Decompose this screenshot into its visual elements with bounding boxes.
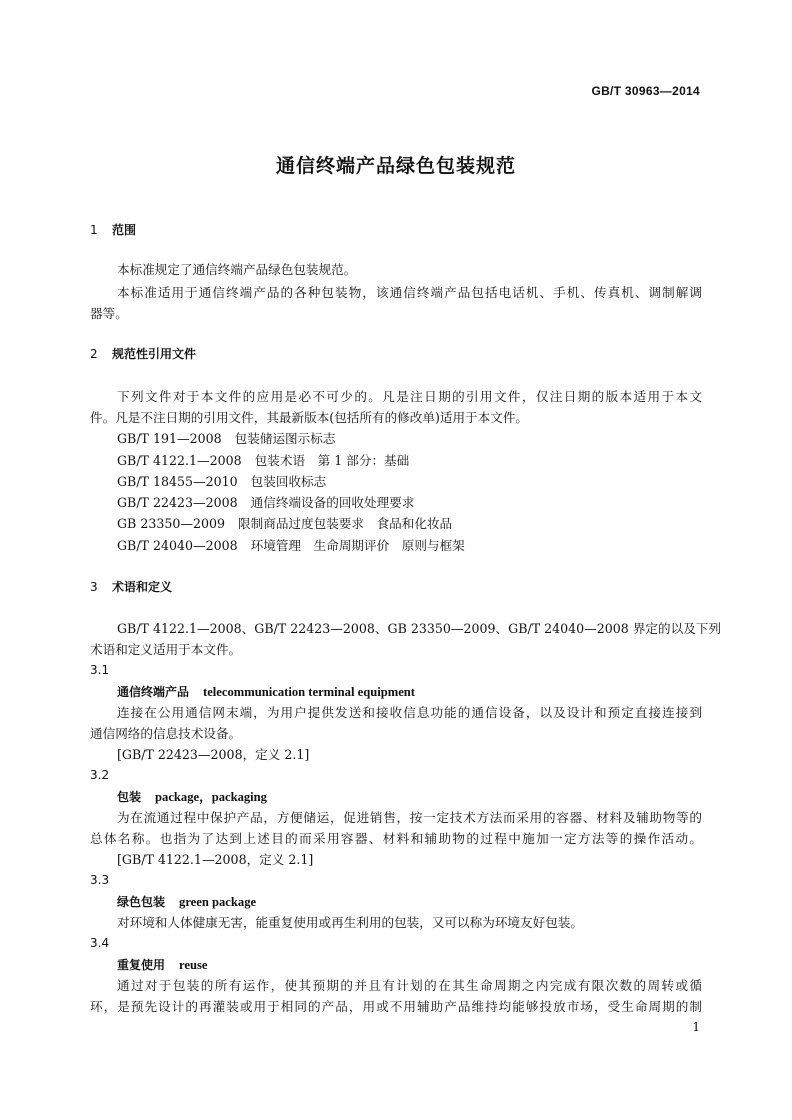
term-source: [GB/T 4122.1—2008，定义 2.1]: [117, 852, 314, 867]
term-definition: 连接在公用通信网末端，为用户提供发送和接收信息功能的通信设备，以及设计和预定直接连接到: [117, 705, 702, 720]
scope-paragraph-2-cont: 器等。: [90, 306, 128, 321]
section-1-heading: 1 范围: [90, 223, 137, 237]
references-intro-1: 下列文件对于本文件的应用是必不可少的。凡是注日期的引用文件，仅注日期的版本适用于本文: [117, 389, 702, 404]
references-intro-2: 件。凡是不注日期的引用文件，其最新版本(包括所有的修改单)适用于本文件。: [90, 410, 529, 425]
term-definition-cont: 环，是预先设计的再灌装或用于相同的产品，用或不用辅助产品维持均能够投放市场，受生命周期的制: [90, 999, 702, 1014]
section-3-heading: 3 术语和定义: [90, 580, 173, 594]
term-number: 3.3: [90, 873, 110, 887]
reference-item: GB/T 4122.1—2008 包装术语 第 1 部分：基础: [117, 453, 410, 468]
reference-item: GB/T 18455—2010 包装回收标志: [117, 474, 327, 489]
scope-paragraph-1: 本标准规定了通信终端产品绿色包装规范。: [117, 262, 357, 277]
reference-item: GB/T 24040—2008 环境管理 生命周期评价 原则与框架: [117, 538, 465, 553]
section-2-heading: 2 规范性引用文件: [90, 347, 197, 361]
term-number: 3.2: [90, 768, 110, 782]
terms-intro-2: 术语和定义适用于本文件。: [90, 642, 242, 657]
document-title: 通信终端产品绿色包装规范: [275, 155, 516, 177]
term-definition: 对环境和人体健康无害，能重复使用或再生利用的包装，又可以称为环境友好包装。: [117, 915, 583, 930]
term-heading: 重复使用 reuse: [117, 958, 208, 972]
term-definition: 为在流通过程中保护产品，方便储运，促进销售，按一定技术方法而采用的容器、材料及辅助物等的: [117, 810, 702, 825]
reference-item: GB/T 22423—2008 通信终端设备的回收处理要求: [117, 495, 415, 510]
standard-number: GB/T 30963—2014: [591, 84, 700, 98]
term-heading: 通信终端产品 telecommunication terminal equipment: [117, 685, 415, 699]
term-heading: 绿色包装 green package: [117, 895, 257, 909]
term-definition-cont: 通信网络的信息技术设备。: [90, 726, 242, 741]
term-number: 3.4: [90, 936, 110, 950]
term-heading: 包装 package，packaging: [117, 790, 267, 804]
page-number: 1: [692, 1020, 700, 1034]
reference-item: GB/T 191—2008 包装储运图示标志: [117, 431, 336, 446]
term-source: [GB/T 22423—2008，定义 2.1]: [117, 747, 310, 762]
term-definition-cont: 总体名称。也指为了达到上述目的而采用容器、材料和辅助物的过程中施加一定方法等的操作活动。: [90, 831, 702, 846]
term-definition: 通过对于包装的所有运作，使其预期的并且有计划的在其生命周期之内完成有限次数的周转或循: [117, 978, 702, 993]
scope-paragraph-2: 本标准适用于通信终端产品的各种包装物，该通信终端产品包括电话机、手机、传真机、调制解调: [117, 285, 702, 300]
term-number: 3.1: [90, 663, 110, 677]
reference-item: GB 23350—2009 限制商品过度包装要求 食品和化妆品: [117, 516, 453, 531]
terms-intro-1: GB/T 4122.1—2008、GB/T 22423—2008、GB 23350—2009、GB/T 24040—2008 界定的以及下列: [117, 621, 721, 636]
